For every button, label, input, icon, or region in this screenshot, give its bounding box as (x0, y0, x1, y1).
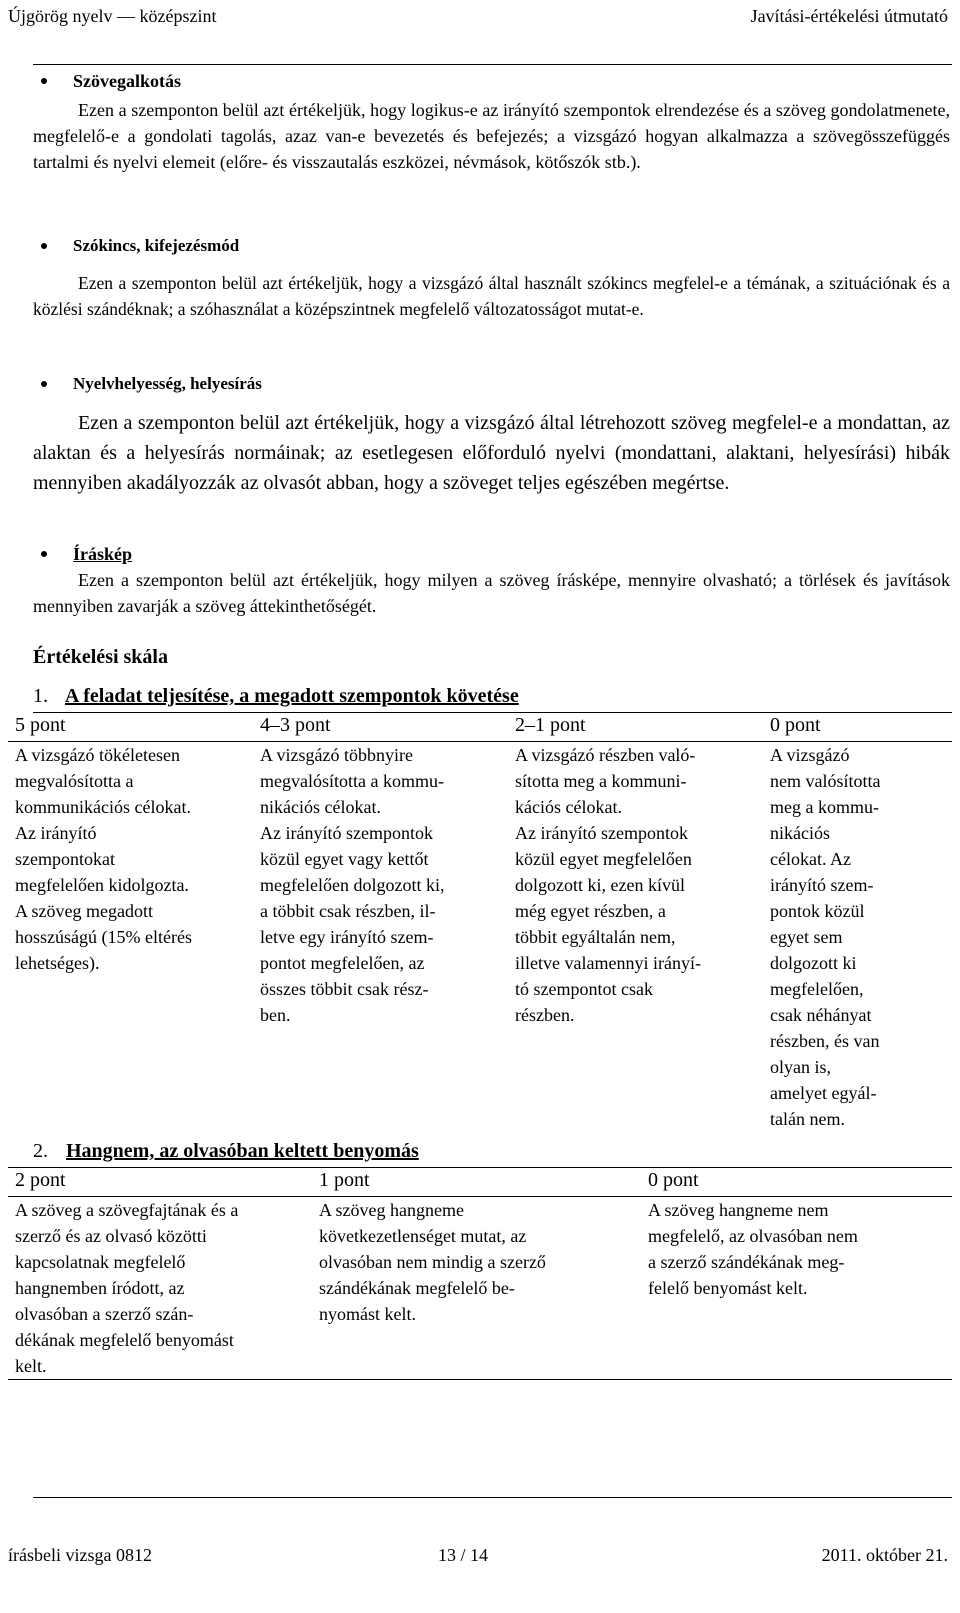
cell-line: a szerző szándékának meg- (648, 1252, 845, 1272)
cell-line: amelyet egyál- (770, 1083, 877, 1103)
cell-line: A szöveg hangneme (319, 1200, 464, 1220)
table2-cell-1 (319, 1197, 546, 1327)
cell-line: pontok közül (770, 901, 865, 921)
cell-line: még egyet részben, a (515, 901, 666, 921)
cell-line: illetve valamennyi irányí- (515, 953, 701, 973)
cell-line: nem valósította (770, 771, 881, 791)
table1-header-5: 5 pont (15, 714, 66, 736)
cell-line: olvasóban a szerző szán- (15, 1304, 194, 1324)
cell-line: irányító szem- (770, 875, 874, 895)
cell-line: meg a kommu- (770, 797, 879, 817)
table1-title (33, 685, 519, 708)
cell-line: A vizsgázó részben való- (515, 745, 696, 765)
cell-line: nikációs célokat. (260, 797, 381, 817)
cell-line: szerző és az olvasó közötti (15, 1226, 207, 1246)
table2-title-text: Hangnem, az olvasóban keltett benyomás (66, 1140, 419, 1162)
cell-line: szándékának megfelelő be- (319, 1278, 515, 1298)
cell-line: dolgozott ki (770, 953, 857, 973)
cell-line: letve egy irányító szem- (260, 927, 434, 947)
cell-line: megvalósította a kommu- (260, 771, 444, 791)
criterion-text-composition (33, 68, 950, 175)
table2-header-0: 0 pont (648, 1169, 699, 1191)
table1-title-text: A feladat teljesítése, a megadott szempontok követése (64, 685, 519, 707)
cell-line: nikációs (770, 823, 830, 843)
table2-header-1: 1 pont (319, 1169, 370, 1191)
criterion-grammar-spelling (33, 373, 950, 498)
cell-line: A szöveg a szövegfajtának és a (15, 1200, 239, 1220)
cell-line: lehetséges). (15, 953, 100, 973)
cell-line: részben. (515, 1005, 575, 1025)
cell-line: megvalósította a (15, 771, 134, 791)
criterion-description: Ezen a szemponton belül azt értékeljük, hogy milyen a szöveg írásképe, mennyire olvasható; a törlések és javítások mennyiben zavarják a szöveg áttekinthetőségét. (33, 570, 950, 616)
cell-line: A szöveg hangneme nem (648, 1200, 829, 1220)
cell-line: részben, és van (770, 1031, 880, 1051)
cell-line: tó szempontot csak (515, 979, 653, 999)
cell-line: A szöveg megadott (15, 901, 153, 921)
cell-line: kelt. (15, 1356, 47, 1376)
cell-line: dékának megfelelő benyomást (15, 1330, 234, 1350)
criterion-title: Íráskép (33, 541, 950, 567)
cell-line: megfelelően, (770, 979, 864, 999)
table1-cell-2-1 (515, 742, 701, 1028)
table1-top-rule (33, 712, 952, 713)
cell-line: célokat. Az (770, 849, 851, 869)
cell-line: olyan is, (770, 1057, 831, 1077)
cell-line: A vizsgázó többnyire (260, 745, 413, 765)
criterion-description: Ezen a szemponton belül azt értékeljük, hogy a vizsgázó által használt szókincs megfelel-e a témának, a szituációnak és a közlési szándéknak; a szóhasználat a középszintnek megfelelő változatosságot mutat-e. (33, 273, 950, 319)
table2-cell-0 (648, 1197, 858, 1301)
cell-line: olvasóban nem mindig a szerző (319, 1252, 546, 1272)
criterion-vocabulary (33, 233, 950, 322)
cell-line: dolgozott ki, ezen kívül (515, 875, 685, 895)
cell-line: egyet sem (770, 927, 843, 947)
cell-line: a többit csak részben, il- (260, 901, 436, 921)
table2-cell-2 (15, 1197, 238, 1379)
cell-line: ben. (260, 1005, 291, 1025)
cell-line: pontot megfelelően, az (260, 953, 425, 973)
cell-line: közül egyet megfelelően (515, 849, 692, 869)
cell-line: felelő benyomást kelt. (648, 1278, 808, 1298)
table1-cell-0 (770, 742, 880, 1132)
table1-header-0: 0 pont (770, 714, 821, 736)
table2-title (33, 1140, 419, 1163)
cell-line: hangnemben íródott, az (15, 1278, 185, 1298)
footer-page-number: 13 / 14 (438, 1545, 489, 1565)
cell-line: közül egyet vagy kettőt (260, 849, 429, 869)
table2-header-2: 2 pont (15, 1169, 66, 1191)
cell-line: kommunikációs célokat. (15, 797, 191, 817)
table1-cell-5 (15, 742, 192, 976)
cell-line: megfelelő, az olvasóban nem (648, 1226, 858, 1246)
cell-line: kációs célokat. (515, 797, 622, 817)
table2-top-rule (8, 1167, 952, 1168)
table1-number: 1. (33, 685, 48, 707)
cell-line: szempontokat (15, 849, 115, 869)
footer-divider (33, 1497, 952, 1498)
header-doc-type: Javítási-értékelési útmutató (750, 6, 948, 26)
table1-header-2-1: 2–1 pont (515, 714, 586, 736)
cell-line: kapcsolatnak megfelelő (15, 1252, 186, 1272)
cell-line: hosszúságú (15% eltérés (15, 927, 192, 947)
header-divider (33, 64, 952, 65)
table1-cell-4-3 (260, 742, 444, 1028)
cell-line: Az irányító (15, 823, 97, 843)
criterion-title: Szókincs, kifejezésmód (33, 233, 950, 259)
table2-number: 2. (33, 1140, 48, 1162)
criterion-title: Szövegalkotás (33, 68, 950, 94)
scale-heading: Értékelési skála (33, 646, 168, 668)
cell-line: A vizsgázó tökéletesen (15, 745, 180, 765)
footer-exam-code: írásbeli vizsga 0812 (8, 1545, 152, 1565)
cell-line: A vizsgázó (770, 745, 850, 765)
table2-bottom-rule (8, 1379, 952, 1380)
criterion-description: Ezen a szemponton belül azt értékeljük, hogy logikus-e az irányító szempontok elrendezése és a szöveg gondolatmenete, megfelelő-e a gondolati tagolás, azaz van-e bevezetés és befejezés; a vizsgázó hogyan alkalmazza a szövegösszefüggés tartalmi és nyelvi elemeit (előre- és visszautalás eszközei, névmások, kötőszók stb.). (33, 100, 950, 172)
cell-line: sította meg a kommuni- (515, 771, 687, 791)
cell-line: megfelelően kidolgozta. (15, 875, 189, 895)
criterion-handwriting (33, 541, 950, 619)
cell-line: többit egyáltalán nem, (515, 927, 676, 947)
footer-date: 2011. október 21. (821, 1545, 948, 1565)
criterion-title: Nyelvhelyesség, helyesírás (33, 373, 950, 395)
header-subject: Újgörög nyelv — középszint (8, 6, 217, 26)
cell-line: következetlenséget mutat, az (319, 1226, 527, 1246)
table1-header-4-3: 4–3 pont (260, 714, 331, 736)
criterion-description: Ezen a szemponton belül azt értékeljük, hogy a vizsgázó által létrehozott szöveg megfelel-e a mondattan, az alaktan és a helyesírás normáinak; az esetlegesen előforduló nyelvi (mondattani, alaktani, helyesírási) hibák mennyiben akadályozzák az olvasót abban, hogy a szöveget teljes egészében megértse. (33, 412, 950, 494)
cell-line: talán nem. (770, 1109, 845, 1129)
cell-line: Az irányító szempontok (260, 823, 433, 843)
cell-line: Az irányító szempontok (515, 823, 688, 843)
cell-line: csak néhányat (770, 1005, 872, 1025)
cell-line: megfelelően dolgozott ki, (260, 875, 445, 895)
cell-line: összes többit csak rész- (260, 979, 429, 999)
cell-line: nyomást kelt. (319, 1304, 416, 1324)
